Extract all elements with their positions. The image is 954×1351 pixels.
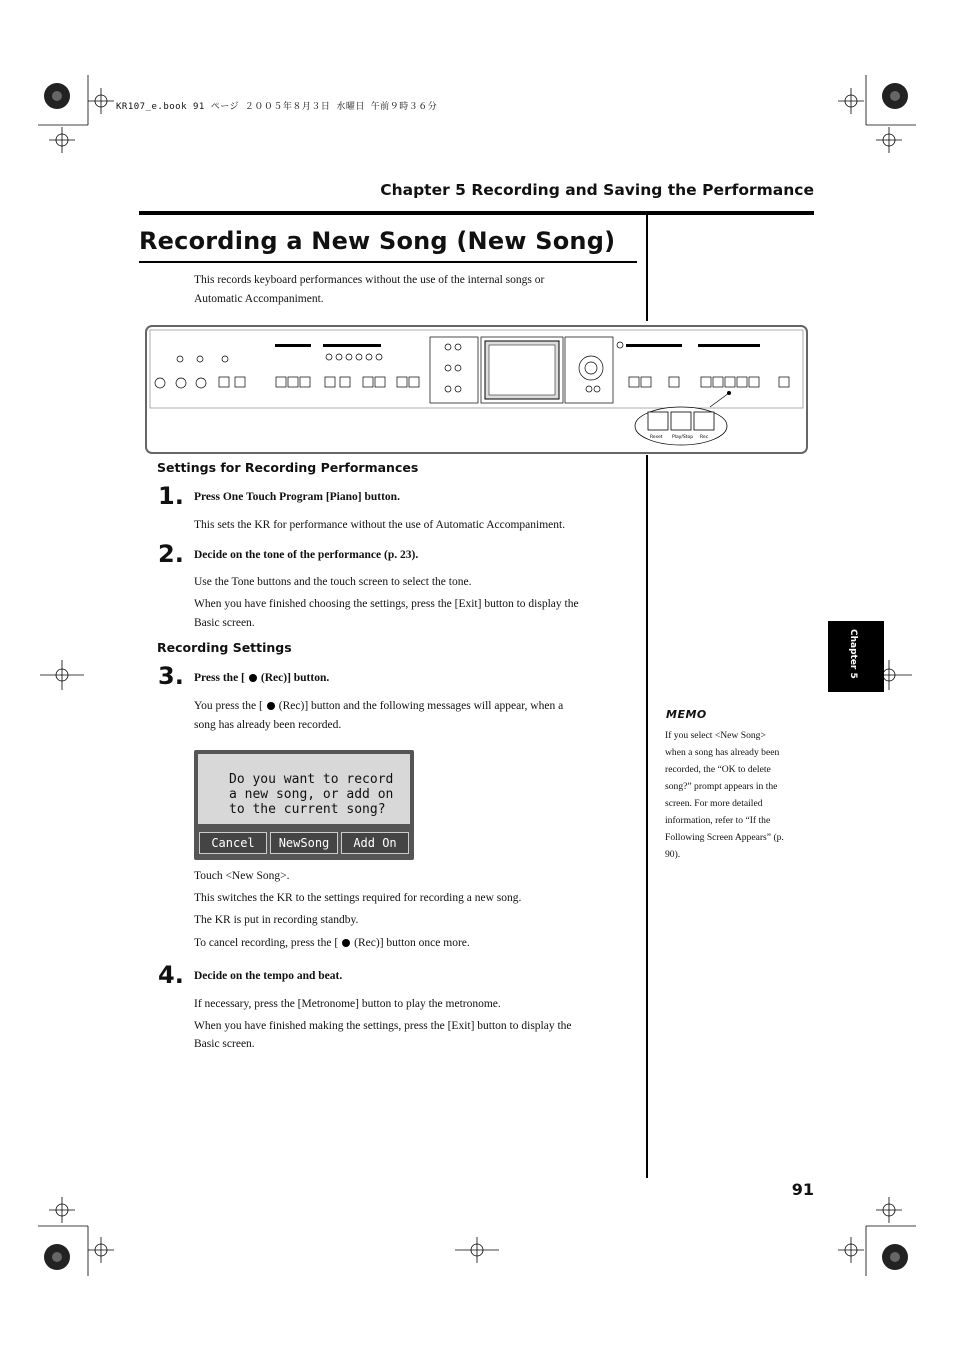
- memo-line: If you select <New Song>: [665, 730, 766, 741]
- lcd-new-song-button[interactable]: NewSong: [270, 832, 338, 854]
- rec-icon: [342, 939, 350, 947]
- memo-line: information, refer to “If the: [665, 815, 771, 826]
- memo-line: Following Screen Appears” (p.: [665, 832, 784, 843]
- step-4-body-3: Basic screen.: [194, 1038, 255, 1050]
- step-number-3: 3.: [158, 662, 184, 690]
- step-3-text-b: (Rec)] button.: [260, 672, 330, 684]
- rec-icon: [249, 674, 257, 682]
- step-4-body-2: When you have finished making the settings, press the [Exit] button to display the: [194, 1020, 572, 1032]
- step-2-body-2: When you have finished choosing the settings, press the [Exit] button to display the: [194, 598, 579, 610]
- chapter-tab: [828, 621, 884, 692]
- step-3-body-1: [194, 697, 563, 716]
- step-2-instruction: Decide on the tone of the performance (p. 23).: [194, 549, 419, 561]
- after-lcd-line-1: Touch <New Song>.: [194, 870, 290, 882]
- memo-line: screen. For more detailed: [665, 798, 763, 809]
- page-number: 91: [791, 1180, 814, 1199]
- title-rule: [139, 261, 637, 263]
- memo-line: recorded, the “OK to delete: [665, 764, 771, 775]
- chapter-tab-label: Chapter 5: [848, 629, 858, 679]
- section-heading-settings: Settings for Recording Performances: [157, 460, 419, 475]
- lcd-cancel-button[interactable]: Cancel: [199, 832, 267, 854]
- step-3-text-a: Press the [: [194, 672, 245, 684]
- page-title: Recording a New Song (New Song): [139, 227, 616, 255]
- memo-line: song?” prompt appears in the: [665, 781, 778, 792]
- lcd-message-area: [198, 754, 410, 824]
- step-3-body-b: (Rec)] button and the following messages will appear, when a: [278, 700, 564, 712]
- header-rule: [139, 211, 814, 215]
- section-heading-recording: Recording Settings: [157, 640, 292, 655]
- print-meta-line: KR107_e.book 91 ページ ２００５年８月３日 水曜日 午前９時３６分: [116, 102, 438, 112]
- column-divider-top: [646, 215, 648, 321]
- intro-line-1: This records keyboard performances without the use of the internal songs or: [194, 274, 545, 286]
- memo-text: [665, 727, 813, 863]
- lcd-message: Do you want to record a new song, or add on to the current song?: [229, 772, 394, 817]
- lcd-screen-illustration: [194, 750, 414, 860]
- cancel-text-b: (Rec)] button once more.: [354, 937, 470, 949]
- after-lcd-line-3: The KR is put in recording standby.: [194, 914, 359, 926]
- step-2-body-3: Basic screen.: [194, 617, 255, 629]
- chapter-header: Chapter 5 Recording and Saving the Performance: [380, 181, 814, 199]
- memo-line: 90).: [665, 849, 681, 860]
- step-1-instruction: Press One Touch Program [Piano] button.: [194, 491, 400, 503]
- rec-icon: [267, 702, 275, 710]
- cancel-recording-line: [194, 934, 470, 953]
- cancel-text-a: To cancel recording, press the [: [194, 937, 339, 949]
- memo-icon: MEMO: [666, 708, 707, 721]
- step-2-body-1: Use the Tone buttons and the touch screen to select the tone.: [194, 576, 472, 588]
- panel-label-rec: Rec: [700, 435, 709, 440]
- step-3-body-a: You press the [: [194, 700, 263, 712]
- control-panel-illustration: [145, 325, 809, 455]
- step-1-body: This sets the KR for performance without the use of Automatic Accompaniment.: [194, 519, 566, 531]
- after-lcd-line-2: This switches the KR to the settings required for recording a new song.: [194, 892, 522, 904]
- memo-line: when a song has already been: [665, 747, 780, 758]
- step-4-body-1: If necessary, press the [Metronome] button to play the metronome.: [194, 998, 501, 1010]
- step-3-body-2: song has already been recorded.: [194, 719, 342, 731]
- panel-label-play-stop: Play/Stop: [672, 435, 694, 440]
- step-3-instruction: [194, 672, 329, 684]
- step-number-2: 2.: [158, 540, 184, 568]
- step-number-1: 1.: [158, 482, 184, 510]
- column-divider: [646, 455, 648, 1178]
- lcd-add-on-button[interactable]: Add On: [341, 832, 409, 854]
- step-4-instruction: Decide on the tempo and beat.: [194, 970, 343, 982]
- panel-label-reset: Reset: [650, 435, 663, 440]
- intro-line-2: Automatic Accompaniment.: [194, 293, 324, 305]
- step-number-4: 4.: [158, 961, 184, 989]
